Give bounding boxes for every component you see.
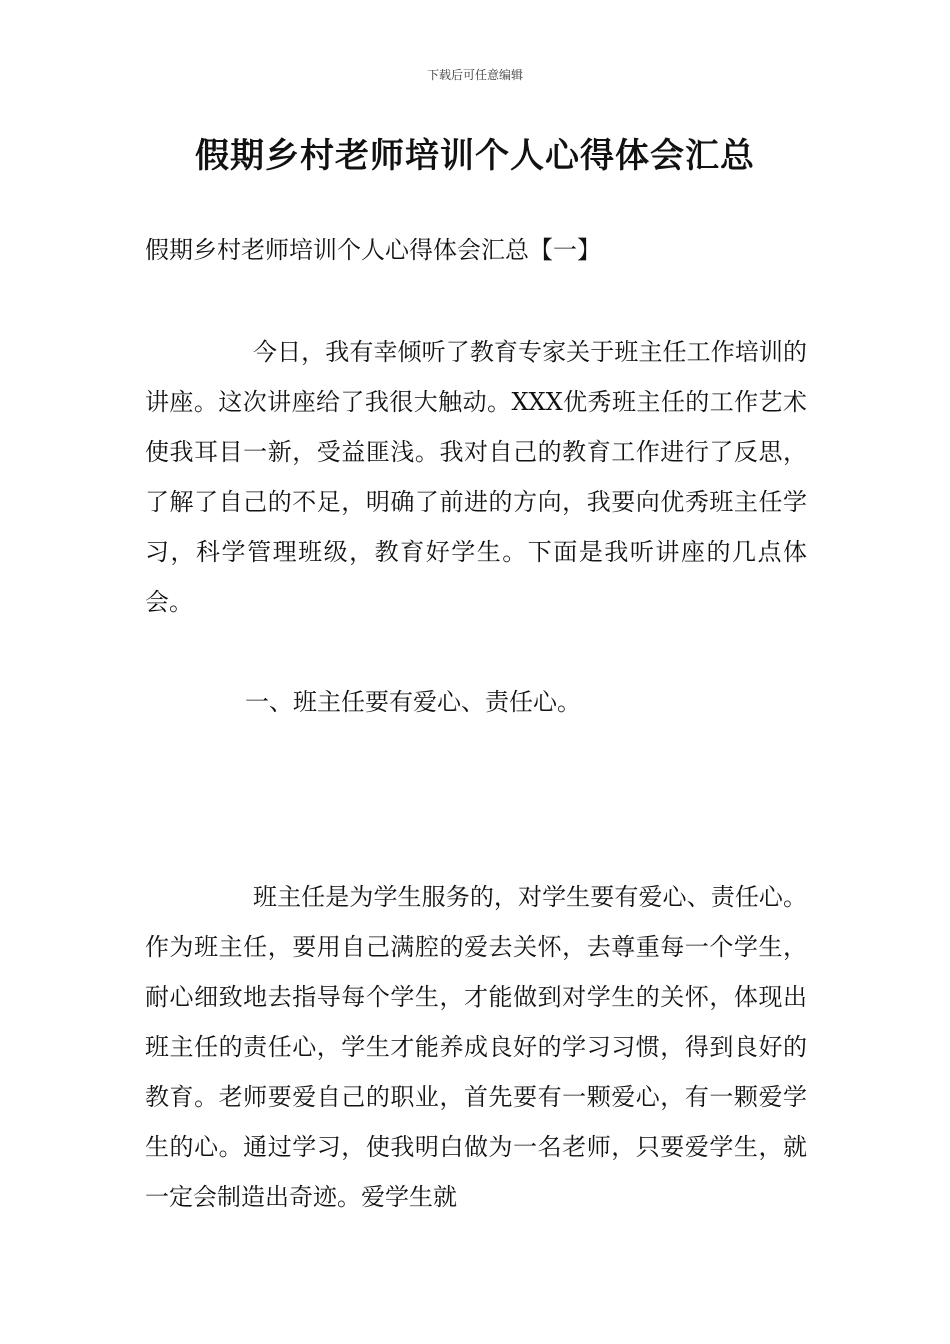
document-title: 假期乡村老师培训个人心得体会汇总 [195,136,755,176]
header-note: 下载后可任意编辑 [426,68,523,82]
section-heading: 假期乡村老师培训个人心得体会汇总【一】 [145,236,601,264]
paragraph-intro: 今日，我有幸倾听了教育专家关于班主任工作培训的讲座。这次讲座给了我很大触动。XXX优秀班主任的工作艺术使我耳目一新，受益匪浅。我对自己的教育工作进行了反思，了解了自己的不足，明确了前进的方向，我要向优秀班主任学习，科学管理班级，教育好学生。下面是我听讲座的几点体会。 [145,338,807,616]
paragraph-love-responsibility: 班主任是为学生服务的，对学生要有爱心、责任心。作为班主任，要用自己满腔的爱去关怀，去尊重每一个学生，耐心细致地去指导每个学生，才能做到对学生的关怀，体现出班主任的责任心，学生才能养成良好的学习习惯，得到良好的教育。老师要爱自己的职业，首先要有一颗爱心，有一颗爱学生的心。通过学习，使我明白做为一名老师，只要爱学生，就一定会制造出奇迹。爱学生就 [145,883,807,1211]
subheading-love-responsibility: 一、班主任要有爱心、责任心。 [245,688,581,716]
